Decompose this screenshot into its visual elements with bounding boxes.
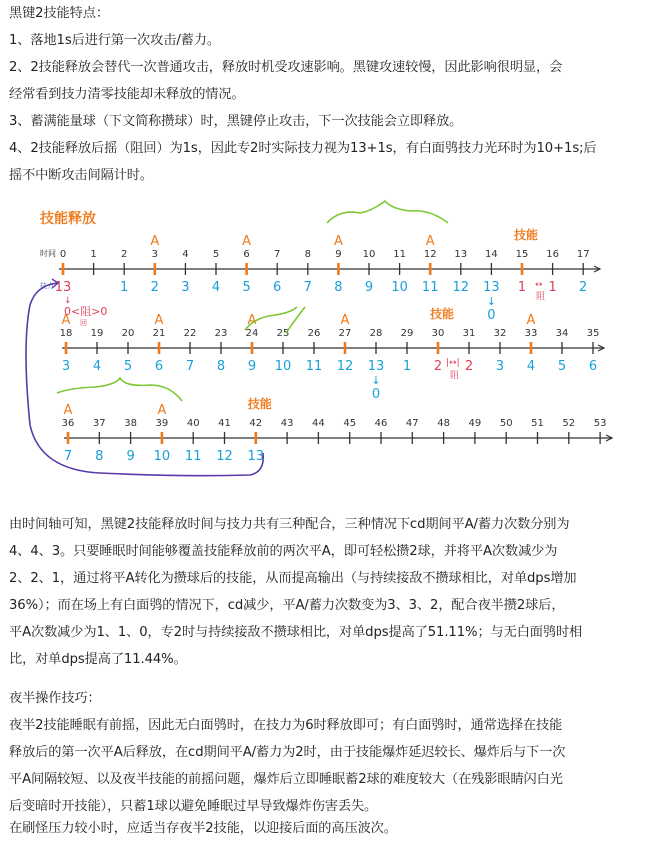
- sp-value: 2: [433, 359, 443, 374]
- sp-value: 9: [364, 280, 374, 295]
- sp-value: 8: [334, 280, 343, 295]
- tick-label: 9: [335, 249, 342, 260]
- block-arrow-icon: |↔|: [446, 358, 460, 368]
- sp-value: 10: [391, 280, 408, 295]
- block-label: 阻: [536, 292, 546, 302]
- feature-item-2-cont: 经常看到技力清零技能却未释放的情况。: [9, 87, 245, 102]
- tick-label: 11: [393, 249, 406, 260]
- tick-label: 20: [121, 328, 135, 339]
- feature-item-2: 2、2技能释放会替代一次普通攻击，释放时机受攻速影响。黑键攻速较慢，因此影响很明显，会: [9, 60, 563, 75]
- sp-value: 7: [303, 280, 312, 295]
- tick-label: 3: [151, 249, 158, 260]
- block-label: 阻: [450, 371, 460, 381]
- analysis-line-6: 比，对单dps提高了11.44%。: [9, 652, 187, 667]
- block-arrow-icon: ↔: [535, 280, 543, 290]
- feature-item-4-cont: 摇不中断攻击间隔计时。: [9, 168, 153, 183]
- tick-label: 8: [304, 249, 311, 260]
- tick-label: 44: [312, 418, 325, 429]
- tick-label: 2: [121, 249, 128, 260]
- sp-value: 2: [150, 280, 159, 295]
- tick-label: 28: [369, 328, 383, 339]
- sp-value: 9: [126, 449, 135, 464]
- section-title-features: 黑键2技能特点：: [9, 6, 109, 21]
- attack-marker: A: [150, 234, 160, 249]
- tick-label: 46: [374, 418, 388, 429]
- tick-label: 14: [485, 249, 498, 260]
- tick-label: 21: [152, 328, 166, 339]
- tick-label: 1: [90, 249, 97, 260]
- tick-label: 26: [307, 328, 321, 339]
- sp-value: 11: [421, 280, 439, 295]
- sp-reset-value: 0: [487, 308, 496, 323]
- sp-value: 9: [247, 359, 257, 374]
- section-title-tips: 夜半操作技巧：: [9, 691, 101, 706]
- tick-label: 33: [524, 328, 538, 339]
- tips-line-5: 在刷怪压力较小时，应适当存夜半2技能，以迎接后面的高压波次。: [9, 821, 397, 836]
- attack-marker: A: [333, 234, 343, 249]
- tick-label: 41: [218, 418, 231, 429]
- tick-label: 0: [59, 249, 67, 260]
- attack-marker: A: [154, 313, 164, 328]
- sp-value: 13: [483, 280, 500, 295]
- tick-label: 49: [468, 418, 482, 429]
- sp-value: 4: [526, 359, 536, 374]
- tick-label: 43: [280, 418, 294, 429]
- tick-label: 23: [214, 328, 228, 339]
- sp-value: 5: [123, 359, 133, 374]
- attack-marker: A: [526, 313, 536, 328]
- sp-value: 7: [185, 359, 195, 374]
- sp-value: 1: [517, 280, 527, 295]
- sp-value: 3: [61, 359, 71, 374]
- sp-value: 1: [548, 280, 557, 295]
- sp-value: 13: [247, 449, 265, 464]
- tick-label: 16: [546, 249, 559, 260]
- skill-release-label: 技能释放: [40, 211, 96, 227]
- tick-label: 15: [515, 249, 529, 260]
- tick-label: 40: [186, 418, 200, 429]
- down-arrow-icon: ↓: [64, 296, 72, 306]
- loop-arrow: [26, 283, 263, 476]
- feature-item-4: 4、2技能释放后摇（阻回）为1s，因此专2时实际技力视为13+1s，有白面鸮技力光环时为10+1s;后: [9, 141, 597, 156]
- tick-label: 39: [155, 418, 169, 429]
- tick-label: 45: [343, 418, 357, 429]
- down-arrow-icon: ↓: [371, 374, 381, 387]
- block-note: 0<阻>0: [64, 305, 108, 318]
- tick-label: 19: [90, 328, 104, 339]
- tick-label: 42: [249, 418, 263, 429]
- sp-value: 1: [120, 280, 129, 295]
- sp-value: 3: [495, 359, 505, 374]
- tick-label: 25: [276, 328, 290, 339]
- attack-marker: A: [340, 313, 350, 328]
- timeline-diagram: [0, 195, 645, 500]
- sp-value: 10: [153, 449, 171, 464]
- tick-label: 36: [61, 418, 75, 429]
- sp-value: 5: [242, 280, 251, 295]
- sp-value: 13: [54, 280, 72, 295]
- sp-value: 13: [367, 359, 385, 374]
- tick-label: 27: [338, 328, 352, 339]
- sp-value: 8: [216, 359, 226, 374]
- tick-label: 4: [182, 249, 189, 260]
- tick-label: 31: [462, 328, 476, 339]
- sp-value: 4: [92, 359, 102, 374]
- tick-label: 6: [243, 249, 250, 260]
- sp-value: 8: [95, 449, 104, 464]
- brace-icon: [57, 378, 182, 401]
- sp-value: 6: [154, 359, 164, 374]
- sp-value: 11: [184, 449, 202, 464]
- analysis-line-3: 2、2、1，通过将平A转化为攒球后的技能，从而提高输出（与持续接敌不攒球相比，对单dps增加: [9, 571, 577, 586]
- tips-line-4: 后变暗时开技能），只蓄1球以避免睡眠过早导致爆炸伤害丢失。: [9, 799, 378, 814]
- tick-label: 22: [183, 328, 197, 339]
- sp-value: 12: [216, 449, 233, 464]
- tips-line-2: 释放后的第一次平A后释放，在cd期间平A/蓄力为2时，由于技能爆炸延迟较长、爆炸后与下一次: [9, 745, 566, 760]
- attack-marker: A: [242, 234, 252, 249]
- tick-label: 34: [555, 328, 569, 339]
- sp-value: 2: [464, 359, 474, 374]
- tick-label: 5: [212, 249, 220, 260]
- tick-label: 51: [531, 418, 544, 429]
- tick-label: 12: [423, 249, 437, 260]
- attack-marker: A: [425, 234, 435, 249]
- tick-label: 30: [431, 328, 445, 339]
- tick-label: 35: [586, 328, 600, 339]
- sp-reset-value: 0: [371, 387, 381, 402]
- analysis-line-1: 由时间轴可知，黑键2技能释放时间与技力共有三种配合，三种情况下cd期间平A/蓄力次数分别为: [9, 517, 570, 532]
- down-arrow-icon: ↓: [486, 295, 497, 308]
- tick-label: 38: [124, 418, 137, 429]
- sp-value: 6: [588, 359, 598, 374]
- tick-label: 52: [562, 418, 576, 429]
- sp-value: 11: [305, 359, 323, 374]
- analysis-line-2: 4、4、3。只要睡眠时间能够覆盖技能释放前的两次平A，即可轻松攒2球，并将平A次数减少为: [9, 544, 558, 559]
- tick-label: 48: [437, 418, 450, 429]
- sp-value: 2: [579, 280, 588, 295]
- attack-marker: A: [247, 313, 257, 328]
- sp-value: 4: [211, 280, 221, 295]
- tick-label: 13: [454, 249, 468, 260]
- tips-line-1: 夜半2技能睡眠有前摇，因此无白面鸮时，在技力为6时释放即可；有白面鸮时，通常选择在技能: [9, 718, 563, 733]
- time-label: 时间: [40, 249, 56, 258]
- tick-label: 53: [593, 418, 607, 429]
- tick-label: 18: [59, 328, 73, 339]
- tick-label: 17: [576, 249, 590, 260]
- sp-value: 10: [274, 359, 292, 374]
- attack-marker: A: [61, 313, 71, 328]
- block-note-sub: 回: [80, 319, 87, 327]
- tips-line-3: 平A间隔较短、以及夜半技能的前摇问题，爆炸后立即睡眠蓄2球的难度较大（在残影眼睛闪白光: [9, 772, 563, 787]
- brace-icon: [327, 201, 448, 223]
- tick-label: 10: [362, 249, 376, 260]
- skill-marker: 技能: [247, 397, 272, 411]
- sp-value: 6: [273, 280, 282, 295]
- sp-value: 12: [452, 280, 470, 295]
- skill-marker: 技能: [513, 228, 539, 242]
- tick-label: 7: [274, 249, 281, 260]
- sp-value: 1: [402, 359, 412, 374]
- tick-label: 29: [400, 328, 414, 339]
- analysis-line-5: 平A次数减少为1、1、0，专2时与持续接敌不攒球相比，对单dps提高了51.11%；与无白面鸮时相: [9, 625, 583, 640]
- feature-item-3: 3、蓄满能量球（下文简称攒球）时，黑键停止攻击，下一次技能会立即释放。: [9, 114, 463, 129]
- feature-item-1: 1、落地1s后进行第一次攻击/蓄力。: [9, 33, 220, 48]
- attack-marker: A: [63, 403, 73, 418]
- skill-marker: 技能: [429, 307, 455, 321]
- tick-label: 50: [499, 418, 513, 429]
- sp-value: 5: [557, 359, 567, 374]
- tick-label: 24: [245, 328, 259, 339]
- sp-value: 12: [336, 359, 354, 374]
- sp-label: 技力: [40, 282, 54, 290]
- sp-value: 3: [181, 280, 190, 295]
- attack-marker: A: [157, 403, 167, 418]
- tick-label: 32: [493, 328, 507, 339]
- analysis-line-4: 36%）；而在场上有白面鸮的情况下，cd减少，平A/蓄力次数变为3、3、2，配合夜半攒2球后，: [9, 598, 565, 613]
- tick-label: 37: [92, 418, 106, 429]
- tick-label: 47: [405, 418, 419, 429]
- sp-value: 7: [63, 449, 73, 464]
